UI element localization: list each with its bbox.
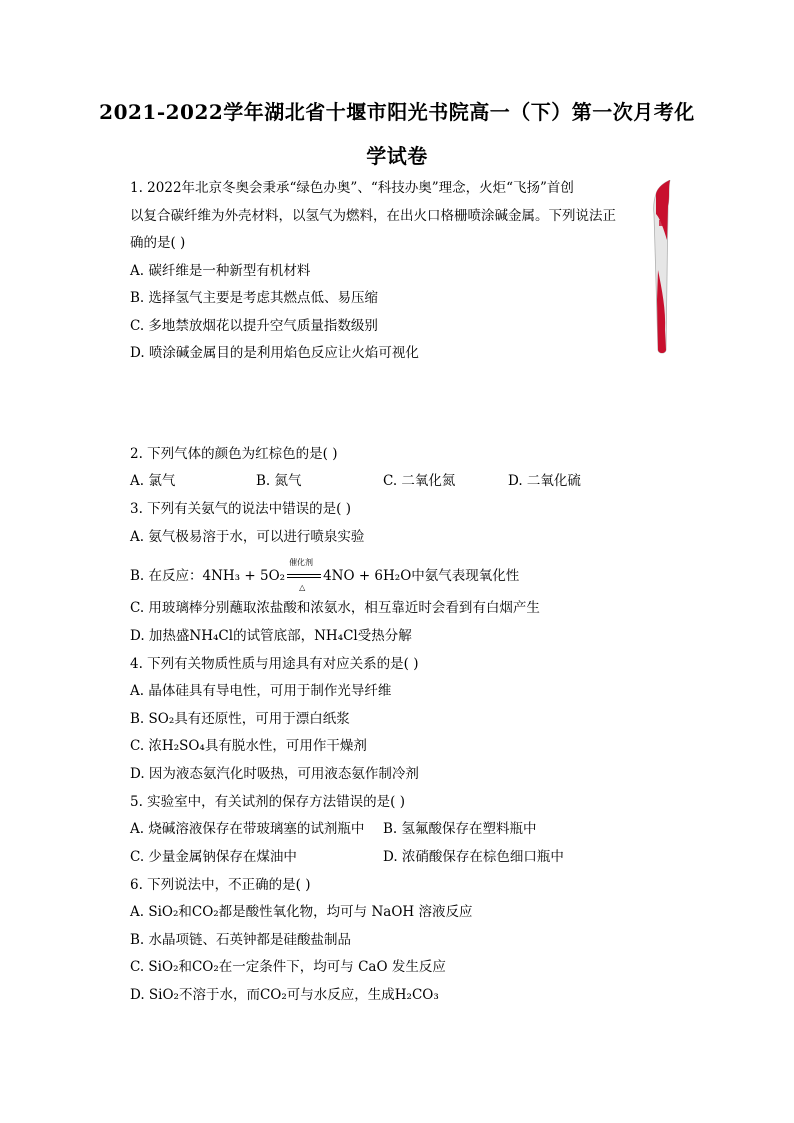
exam-title-line2: 学试卷 — [366, 144, 428, 168]
q1-option-d: D. 喷涂碱金属目的是利用焰色反应让火焰可视化 — [130, 345, 419, 361]
q4-option-c: C. 浓H₂SO₄具有脱水性，可用作干燥剂 — [130, 738, 367, 754]
reaction-arrow — [285, 558, 323, 592]
q4-option-a: A. 晶体硅具有导电性，可用于制作光导纤维 — [130, 683, 392, 699]
q6-option-d: D. SiO₂不溶于水，而CO₂可与水反应，生成H₂CO₃ — [130, 987, 439, 1003]
q3-option-c: C. 用玻璃棒分别蘸取浓盐酸和浓氨水，相互靠近时会看到有白烟产生 — [130, 600, 540, 616]
q1-stem-line3: 确的是( ) — [130, 235, 186, 251]
catalyst-label: 催化剂 — [289, 558, 314, 567]
q1-option-c: C. 多地禁放烟花以提升空气质量指数级别 — [130, 318, 378, 334]
q5-option-b: B. 氢氟酸保存在塑料瓶中 — [383, 821, 537, 837]
q2-stem: 2. 下列气体的颜色为红棕色的是( ) — [130, 446, 338, 462]
q6-stem: 6. 下列说法中，不正确的是( ) — [130, 877, 311, 893]
exam-title-line1: 2021-2022学年湖北省十堰市阳光书院高一（下）第一次月考化 — [99, 100, 695, 124]
q3-b-suffix: 4NO + 6H₂O中氨气表现氧化性 — [323, 568, 520, 584]
q4-option-b: B. SO₂具有还原性，可用于漂白纸浆 — [130, 711, 350, 727]
q5-option-d: D. 浓硝酸保存在棕色细口瓶中 — [383, 849, 564, 865]
q5-stem: 5. 实验室中，有关试剂的保存方法错误的是( ) — [130, 794, 405, 810]
q5-option-c: C. 少量金属钠保存在煤油中 — [130, 849, 297, 865]
q5-option-a: A. 烧碱溶液保存在带玻璃塞的试剂瓶中 — [130, 821, 365, 837]
q1-option-a: A. 碳纤维是一种新型有机材料 — [130, 263, 311, 279]
olympic-torch-image — [644, 180, 678, 356]
q3-stem: 3. 下列有关氨气的说法中错误的是( ) — [130, 501, 351, 517]
q3-option-a: A. 氨气极易溶于水，可以进行喷泉实验 — [130, 529, 365, 545]
q1-stem-line1: 1. 2022年北京冬奥会秉承“绿色办奥”、“科技办奥”理念，火炬“飞扬”首创 — [130, 180, 574, 196]
q6-option-b: B. 水晶项链、石英钟都是硅酸盐制品 — [130, 932, 352, 948]
q3-option-b — [130, 558, 520, 592]
q2-option-b: B. 氮气 — [256, 473, 302, 489]
q6-option-c: C. SiO₂和CO₂在一定条件下，均可与 CaO 发生反应 — [130, 959, 446, 975]
q4-stem: 4. 下列有关物质性质与用途具有对应关系的是( ) — [130, 656, 419, 672]
q2-option-a: A. 氯气 — [130, 473, 176, 489]
q1-stem-line2: 以复合碳纤维为外壳材料，以氢气为燃料，在出火口格栅喷涂碱金属。下列说法正 — [130, 208, 616, 224]
q6-option-a: A. SiO₂和CO₂都是酸性氧化物，均可与 NaOH 溶液反应 — [130, 904, 473, 920]
heat-symbol: △ — [299, 583, 306, 592]
q2-option-c: C. 二氧化氮 — [383, 473, 456, 489]
q2-option-d: D. 二氧化硫 — [508, 473, 581, 489]
q3-option-d: D. 加热盛NH₄Cl的试管底部，NH₄Cl受热分解 — [130, 628, 412, 644]
q1-option-b: B. 选择氢气主要是考虑其燃点低、易压缩 — [130, 290, 379, 306]
q4-option-d: D. 因为液态氨汽化时吸热，可用液态氨作制冷剂 — [130, 766, 419, 782]
q3-b-prefix: B. 在反应：4NH₃ + 5O₂ — [130, 568, 286, 584]
